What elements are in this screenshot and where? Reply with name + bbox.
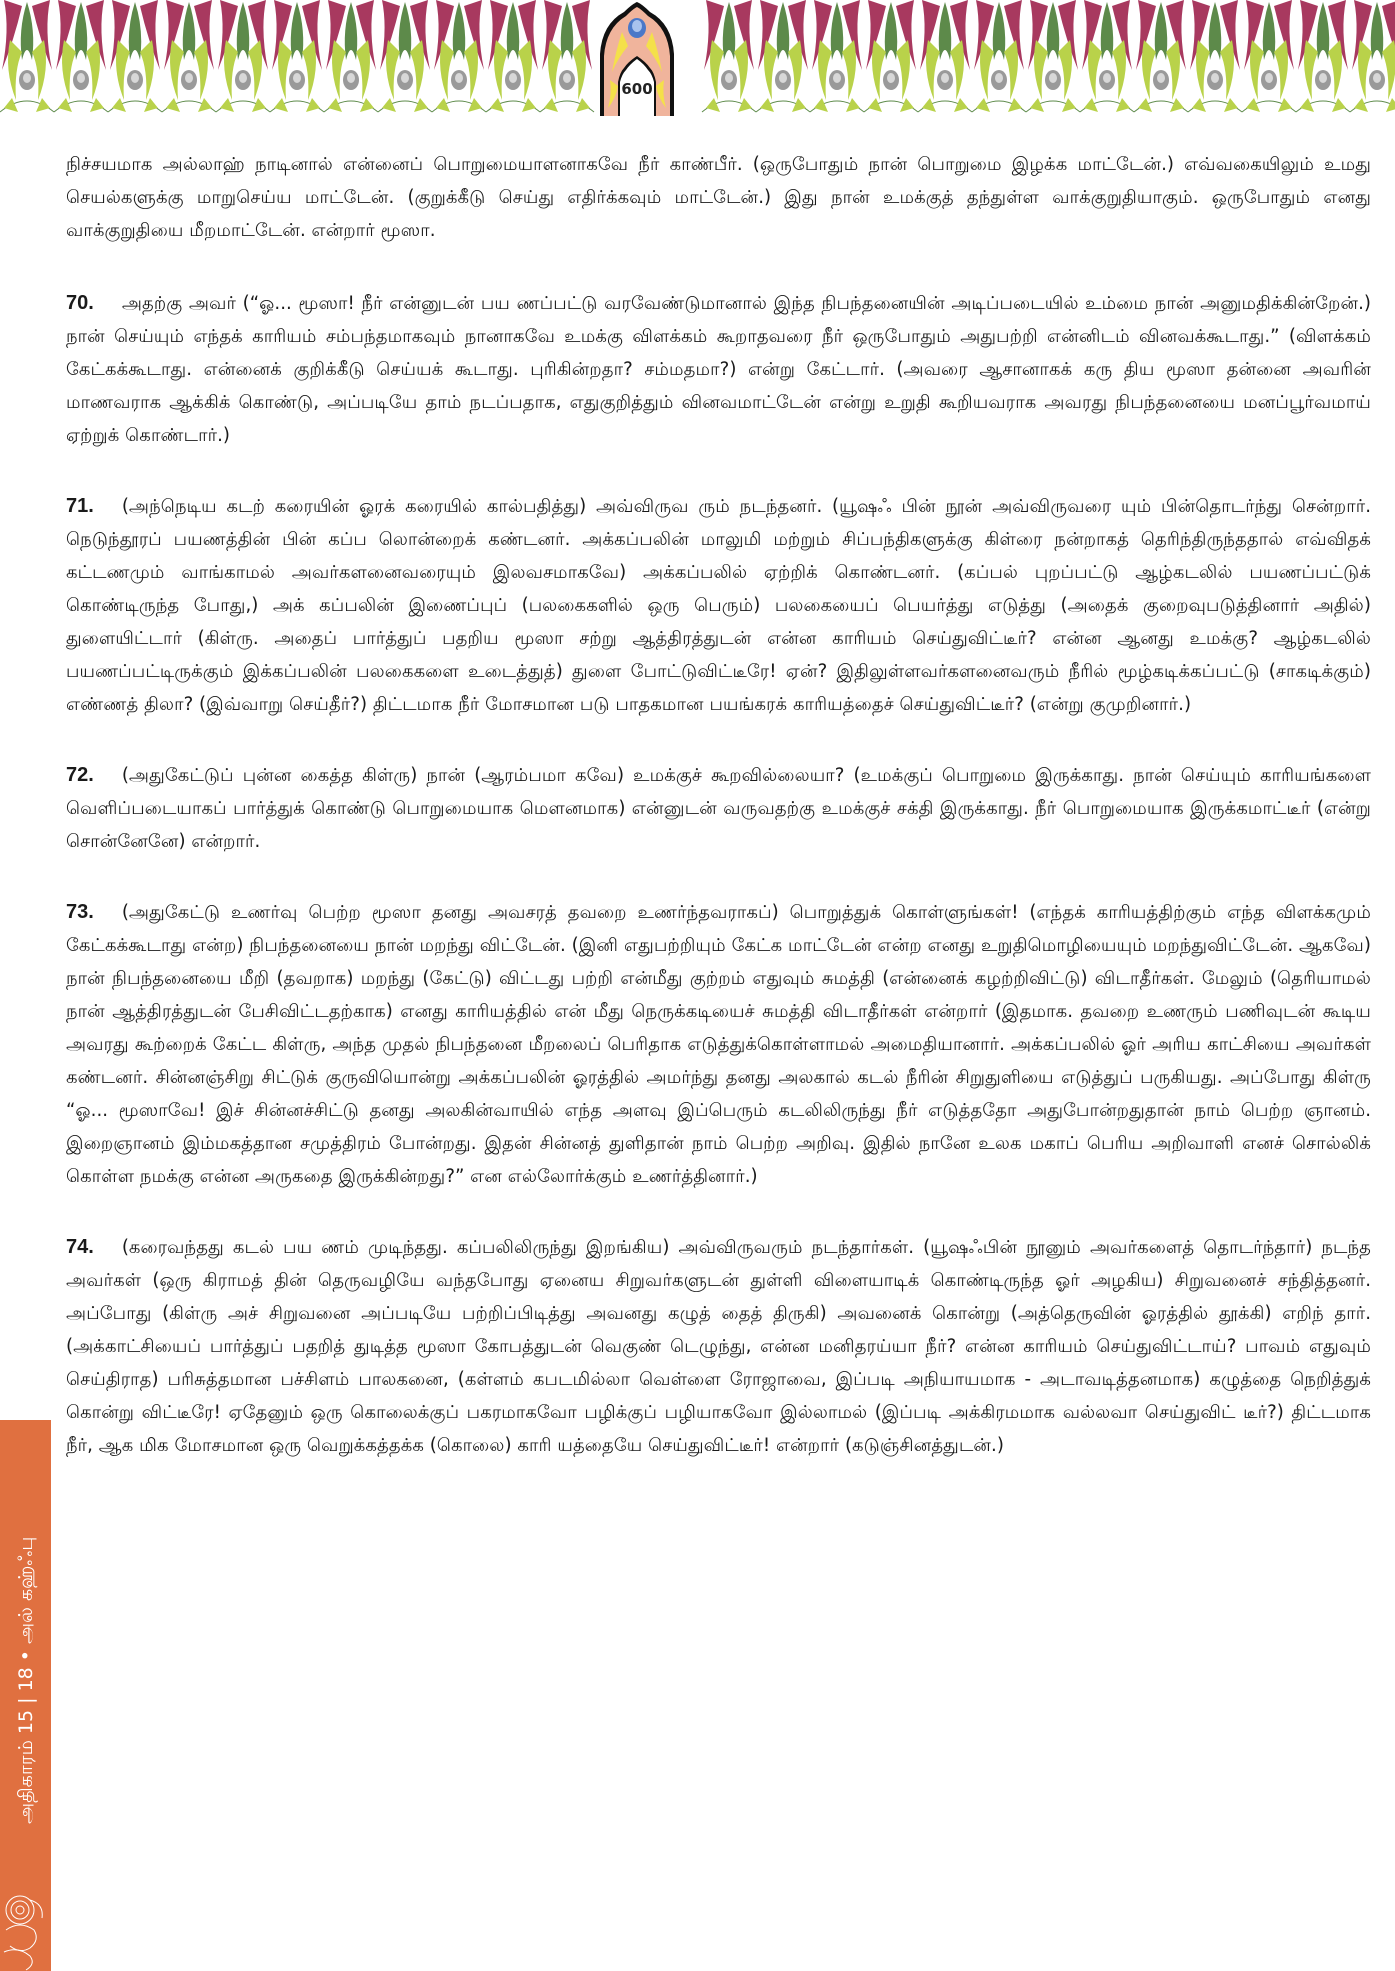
floral-motif: [108, 0, 162, 112]
header-ornament-border: [0, 0, 1395, 116]
paragraph-72: [66, 759, 1371, 858]
verse-number: 73.: [66, 901, 94, 923]
paragraph-continuation: [66, 148, 1371, 247]
paragraph-text: நிச்சயமாக அல்லாஹ் நாடினால் என்னைப் பொறுமையாளனாகவே நீர் காண்பீர். (ஒருபோதும் நான் பொறுமை இழக்க மாட்டேன்.) எவ்வகையிலும் உமது செயல்களுக்கு மாறுசெய்ய மாட்டேன். (குறுக்கீடு செய்து எதிர்க்கவும் மாட்டேன்.) இது நான் உமக்குத் தந்துள்ள வாக்குறுதியாகும். ஒருபோதும் எனது வாக்குறுதியை மீறமாட்டேன். என்றார் மூஸா.: [66, 154, 1371, 241]
floral-motif: [486, 0, 540, 112]
chapter-label: அதிகாரம் 15 | 18 • அல் கஹ்ஃபு: [15, 1536, 37, 1824]
floral-motif: [972, 0, 1026, 112]
verse-number: 74.: [66, 1236, 94, 1258]
floral-motif: [1188, 0, 1242, 112]
verse-number: 71.: [66, 495, 94, 517]
page-number-badge: [598, 2, 676, 116]
floral-motif: [702, 0, 756, 112]
floral-motif: [1242, 0, 1296, 112]
arch-ornament-icon: [598, 2, 676, 116]
paragraph-74: [66, 1231, 1371, 1462]
verse-number: 70.: [66, 292, 94, 314]
floral-motif: [540, 0, 594, 112]
floral-motif: [216, 0, 270, 112]
floral-motif: [864, 0, 918, 112]
side-ornament-icon: [0, 1890, 51, 1971]
floral-motif: [1296, 0, 1350, 112]
floral-motif: [1134, 0, 1188, 112]
paragraph-71: [66, 490, 1371, 721]
floral-motif: [270, 0, 324, 112]
floral-motif: [756, 0, 810, 112]
paragraph-text: (அதுகேட்டுப் புன்ன கைத்த கிள்ரு) நான் (ஆரம்பமா கவே) உமக்குச் கூறவில்லையா? (உமக்குப் பொறுமை இருக்காது. நான் செய்யும் காரியங்களை வெளிப்படையாகப் பார்த்துக் கொண்டு பொறுமையாக மௌனமாக) என்னுடன் வருவதற்கு உமக்குச் சக்தி இருக்காது. நீர் பொறுமையாக இருக்கமாட்டீர் (என்று சொன்னேனே) என்றார்.: [66, 765, 1371, 852]
floral-border-icon: [0, 0, 1395, 116]
floral-motif: [918, 0, 972, 112]
floral-motif: [1080, 0, 1134, 112]
paragraph-text: அதற்கு அவர் (“ஓ... மூஸா! நீர் என்னுடன் பய ணப்பட்டு வரவேண்டுமானால் இந்த நிபந்தனையின் அடிப்படையில் உம்மை நான் அனுமதிக்கின்றேன்.) நான் செய்யும் எந்தக் காரியம் சம்பந்தமாகவும் நானாகவே உமக்கு விளக்கம் கூறாதவரை நீர் ஒருபோதும் அதுபற்றி என்னிடம் வினவக்கூடாது.” (விளக்கம் கேட்கக்கூடாது. என்னைக் குறிக்கீடு செய்யக் கூடாது. புரிகின்றதா? சம்மதமா?) என்று கேட்டார். (அவரை ஆசானாகக் கரு திய மூஸா தன்னை அவரின் மாணவராக ஆக்கிக் கொண்டு, அப்படியே தாம் நடப்பதாக, எதுகுறித்தும் வினவமாட்டேன் என்று உறுதி கூறியவராக அவரது நிபந்தனையை மனப்பூர்வமாய் ஏற்றுக் கொண்டார்.): [66, 293, 1371, 446]
paragraph-70: [66, 287, 1371, 452]
floral-motif: [810, 0, 864, 112]
floral-motif: [0, 0, 54, 112]
paragraph-73: [66, 896, 1371, 1193]
verse-number: 72.: [66, 764, 94, 786]
paragraph-text: (அதுகேட்டு உணர்வு பெற்ற மூஸா தனது அவசரத் தவறை உணர்ந்தவராகப்) பொறுத்துக் கொள்ளுங்கள்! (எந்தக் காரியத்திற்கும் எந்த விளக்கமும் கேட்கக்கூடாது என்ற) நிபந்தனையை நான் மறந்து விட்டேன். (இனி எதுபற்றியும் கேட்க மாட்டேன் என்ற எனது உறுதிமொழியையும் மறந்துவிட்டேன். ஆகவே) நான் நிபந்தனையை மீறி (தவறாக) மறந்து (கேட்டு) விட்டது பற்றி என்மீது குற்றம் எதுவும் சுமத்தி (என்னைக் கழற்றிவிட்டு) விடாதீர்கள். மேலும் (தெரியாமல் நான் ஆத்திரத்துடன் பேசிவிட்டதற்காக) எனது காரியத்தில் என் மீது நெருக்கடியைச் சுமத்தி விடாதீர்கள் என்றார் (இதமாக. தவறை உணரும் பணிவுடன் கூடிய அவரது கூற்றைக் கேட்ட கிள்ரு, அந்த முதல் நிபந்தனை மீறலைப் பெரிதாக எடுத்துக்கொள்ளாமல் அமைதியானார். அக்கப்பலில் ஓர் அரிய காட்சியை அவர்கள் கண்டனர். சின்னஞ்சிறு சிட்டுக் குருவியொன்று அக்கப்பலின் ஓரத்தில் அமர்ந்து தனது அலகால் கடல் நீரின் சிறுதுளியை எடுத்துப் பருகியது. அப்போது கிள்ரு “ஓ... மூஸாவே! இச் சின்னச்சிட்டு தனது அலகின்வாயில் எந்த அளவு இப்பெரும் கடலிலிருந்து நீர் எடுத்ததோ அதுபோன்றதுதான் நாம் பெற்ற ஞானம். இறைஞானம் இம்மகத்தான சமுத்திரம் போன்றது. இதன் சின்னத் துளிதான் நாம் பெற்ற அறிவு. இதில் நானே உலக மகாப் பெரிய அறிவாளி எனச் சொல்லிக் கொள்ள நமக்கு என்ன அருகதை இருக்கின்றது?” என எல்லோர்க்கும் உணர்த்தினார்.): [66, 902, 1371, 1187]
floral-motif: [54, 0, 108, 112]
paragraph-text: (அந்நெடிய கடற் கரையின் ஓரக் கரையில் கால்பதித்து) அவ்விருவ ரும் நடந்தனர். (யூஷஃ பின் நூன் அவ்விருவரை யும் பின்தொடர்ந்து சென்றார். நெடுந்தூரப் பயணத்தின் பின் கப்ப லொன்றைக் கண்டனர். அக்கப்பலின் மாலுமி மற்றும் சிப்பந்திகளுக்கு கிள்ரை நன்றாகத் தெரிந்திருந்ததால் எவ்விதக் கட்டணமும் வாங்காமல் அவர்களனைவரையும் இலவசமாகவே) அக்கப்பலில் ஏற்றிக் கொண்டனர். (கப்பல் புறப்பட்டு ஆழ்கடலில் பயணப்பட்டுக் கொண்டிருந்த போது,) அக் கப்பலின் இணைப்புப் (பலகைகளில் ஒரு பெரும்) பலகையைப் பெயர்த்து எடுத்து (அதைக் குறைவுபடுத்தினார் அதில்) துளையிட்டார் (கிள்ரு. அதைப் பார்த்துப் பதறிய மூஸா சற்று ஆத்திரத்துடன் என்ன காரியம் செய்துவிட்டீர்? என்ன ஆனது உமக்கு? ஆழ்கடலில் பயணப்பட்டிருக்கும் இக்கப்பலின் பலகைகளை உடைத்துத்) துளை போட்டுவிட்டீரே! ஏன்? இதிலுள்ளவர்களனைவரும் நீரில் மூழ்கடிக்கப்பட்டு (சாகடிக்கும்) எண்ணத் திலா? (இவ்வாறு செய்தீர்?) திட்டமாக நீர் மோசமான படு பாதகமான பயங்கரக் காரியத்தைச் செய்துவிட்டீர்? (என்று குமுறினார்.): [66, 496, 1371, 715]
page-number: 600: [621, 80, 653, 98]
floral-motif: [324, 0, 378, 112]
paragraph-text: (கரைவந்தது கடல் பய ணம் முடிந்தது. கப்பலிலிருந்து இறங்கிய) அவ்விருவரும் நடந்தார்கள். (யூஷஃபின் நூனும் அவர்களைத் தொடர்ந்தார்) நடந்த அவர்கள் (ஒரு கிராமத் தின் தெருவழியே வந்தபோது ஏனைய சிறுவர்களுடன் துள்ளி விளையாடிக் கொண்டிருந்த ஓர் அழகிய) சிறுவனைச் சந்தித்தனர். அப்போது (கிள்ரு அச் சிறுவனை அப்படியே பற்றிப்பிடித்து அவனது கழுத் தைத் திருகி) அவனைக் கொன்று (அத்தெருவின் ஓரத்தில் தூக்கி) எறிந் தார். (அக்காட்சியைப் பார்த்துப் பதறித் துடித்த மூஸா கோபத்துடன் வெகுண் டெழுந்து, என்ன மனிதரய்யா நீர்? என்ன காரியம் செய்துவிட்டாய்? பாவம் எதுவும் செய்திராத) பரிசுத்தமான பச்சிளம் பாலகனை, (கள்ளம் கபடமில்லா வெள்ளை ரோஜாவை, இப்படி அநியாயமாக - அடாவடித்தனமாக) கழுத்தை நெறித்துக் கொன்று விட்டீரே! ஏதேனும் ஒரு கொலைக்குப் பகரமாகவோ பழிக்குப் பழியாகவோ இல்லாமல் (இப்படி அக்கிரமமாக வல்லவா செய்துவிட் டீர்?) திட்டமாக நீர், ஆக மிக மோசமான ஒரு வெறுக்கத்தக்க (கொலை) காரி யத்தையே செய்துவிட்டீர்! என்றார் (கடுஞ்சினத்துடன்.): [66, 1237, 1371, 1456]
page-body: [66, 148, 1371, 1500]
chapter-side-tab: [0, 1420, 51, 1971]
floral-motif: [162, 0, 216, 112]
floral-motif: [1350, 0, 1395, 112]
floral-motif: [378, 0, 432, 112]
floral-motif: [1026, 0, 1080, 112]
floral-motif: [432, 0, 486, 112]
